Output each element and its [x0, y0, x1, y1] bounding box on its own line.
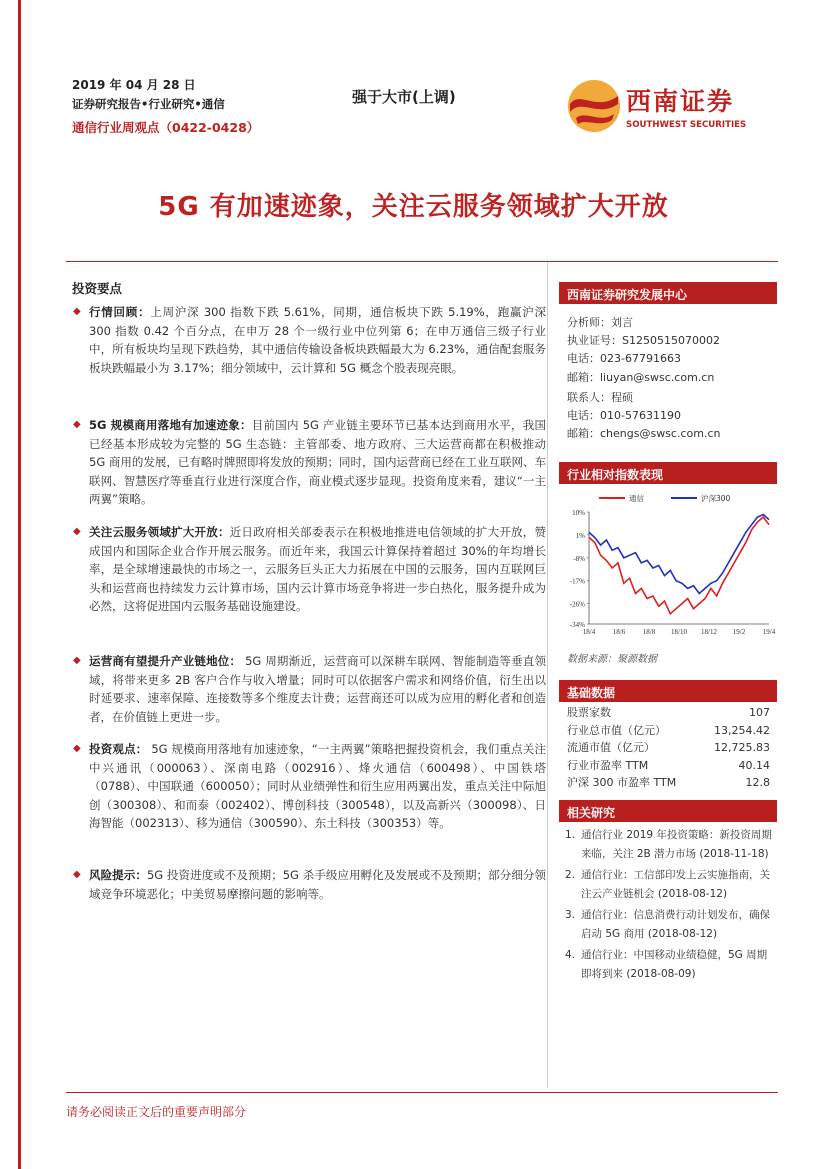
report-date: 2019 年 04 月 28 日: [72, 78, 196, 92]
contact-name: 联系人：程硕: [567, 391, 633, 404]
item-number: 2.: [565, 869, 576, 881]
bullet-icon: ◆: [73, 743, 81, 754]
logo-english-name: SOUTHWEST SECURITIES: [626, 120, 747, 130]
stat-value: 40.14: [738, 758, 770, 772]
page-title: 5G 有加速迹象，关注云服务领域扩大开放: [158, 192, 669, 222]
footer-divider: [66, 1092, 778, 1093]
chart-source: 数据来源：聚源数据: [567, 654, 657, 665]
weekly-title: 通信行业周观点（0422-0428）: [72, 120, 260, 135]
series-line-1: [589, 515, 769, 594]
bullet-lead: 关注云服务领域扩大开放：: [89, 525, 230, 539]
y-tick-label: -17%: [569, 577, 585, 586]
bullet-icon: ◆: [73, 419, 81, 430]
analyst-email: 邮箱：liuyan@swsc.com.cn: [567, 370, 715, 384]
y-tick-label: -26%: [569, 600, 585, 609]
related-link[interactable]: 通信行业：工信部印发上云实施指南，关注云产业链机会 (2018-08-12): [581, 869, 770, 900]
rating: 强于大市(上调): [352, 88, 456, 106]
y-tick-label: 10%: [572, 509, 585, 517]
related-link[interactable]: 通信行业 2019 年投资策略：新投资周期来临，关注 2B 潜力市场 (2018-11-18): [581, 829, 772, 860]
y-tick-label: -34%: [569, 621, 585, 629]
related-link[interactable]: 通信行业：中国移动业绩稳健，5G 周期即将到来 (2018-08-09): [581, 949, 768, 980]
list-item[interactable]: [565, 946, 775, 983]
table-row: [567, 757, 770, 775]
bullet-5g-commercial: [73, 416, 546, 509]
x-tick-label: 19/4: [762, 628, 776, 636]
x-tick-label: 18/4: [582, 628, 596, 636]
stat-value: 12,725.83: [714, 741, 770, 754]
contact-email: 邮箱：chengs@swsc.com.cn: [567, 427, 721, 441]
bullet-market-review: [73, 303, 546, 377]
list-item[interactable]: [565, 906, 775, 943]
report-type: 证券研究报告•行业研究•通信: [72, 97, 225, 111]
related-research-list: [565, 826, 775, 986]
bullet-icon: ◆: [73, 655, 81, 666]
contact-phone: 电话：010-57631190: [567, 409, 681, 423]
bullet-text: 5G 规模商用落地有加速迹象，“一主两翼”策略把握投资机会，我们重点关注中兴通讯（000063）、深南电路（002916）、烽火通信（600498）、中国铁塔（0788）、中国联通（600050）；同时从业绩弹性和衍生应用两翼出发，重点关注中际旭创（300308）、和而泰（002402）、博创科技（300548），以及高新兴（300098）、日海智能（002313）、移为通信（300590）、东土科技（300353）等。: [89, 742, 546, 831]
legend-label-1: 沪深300: [701, 494, 731, 503]
logo-chinese-name: 西南证券: [626, 87, 735, 116]
bullet-text: 目前国内 5G 产业链主要环节已基本达到商用水平，我国已经基本形成较为完整的 5G 生态链：主管部委、地方政府、三大运营商都在积极推动 5G 商用的发展，已有略时牌照即将发放的预期；同时，国内运营商已经在工业互联网、车联网、智慧医疗等垂直行业进行深度合作，商业模式逐步显现。投资角度来看，建议“一主两翼”策略。: [89, 418, 546, 507]
y-tick-label: -8%: [573, 554, 585, 563]
bullet-text: 5G 周期渐近，运营商可以深耕车联网、智能制造等垂直领域，将带来更多 2B 客户合作与收入增量；同时可以依据客户需求和网络价值，衍生出以时延要求、速率保障、连接数等多个维度去计费；运营商还可以成为应用的孵化者和创造者，在价值链上更进一步。: [89, 654, 547, 724]
stat-value: 12.8: [745, 776, 770, 789]
research-center-header: 西南证券研究发展中心: [559, 282, 777, 304]
chart-section-header: 行业相对指数表现: [559, 462, 777, 484]
stat-label: 流通市值（亿元）: [567, 741, 655, 754]
table-row: [567, 704, 770, 722]
list-item[interactable]: [565, 866, 775, 903]
title-divider: [66, 261, 778, 262]
bullet-lead: 风险提示：: [89, 868, 147, 882]
column-divider: [547, 262, 548, 1088]
stat-label: 行业市盈率 TTM: [567, 758, 649, 772]
bullet-lead: 投资观点：: [89, 742, 148, 756]
analyst-cert: 执业证号：S1250515070002: [567, 334, 720, 348]
item-number: 1.: [565, 829, 576, 841]
x-tick-label: 19/2: [732, 628, 746, 636]
bullet-lead: 行情回顾：: [89, 305, 151, 319]
section-heading: 投资要点: [72, 281, 123, 296]
x-tick-label: 18/8: [642, 628, 656, 636]
table-row: [567, 722, 770, 740]
bullet-icon: ◆: [73, 306, 81, 317]
x-tick-label: 18/12: [701, 628, 717, 636]
contact-info: [567, 389, 720, 444]
stat-label: 股票家数: [567, 706, 611, 719]
x-tick-label: 18/10: [671, 628, 687, 636]
bullet-lead: 5G 规模商用落地有加速迹象：: [89, 418, 252, 432]
footer-disclaimer: 请务必阅读正文后的重要声明部分: [66, 1105, 247, 1119]
bullet-operators: [73, 652, 546, 726]
item-number: 3.: [565, 909, 576, 921]
item-number: 4.: [565, 949, 576, 961]
logo-emblem-icon: [566, 78, 622, 134]
series-line-0: [589, 517, 769, 614]
bullet-investment-view: [73, 740, 546, 833]
basic-data-table: [567, 704, 770, 792]
legend-label-0: 通信: [629, 494, 644, 503]
table-row: [567, 739, 770, 757]
bullet-cloud-service: [73, 523, 546, 616]
stat-value: 13,254.42: [714, 723, 770, 737]
index-performance-chart: [559, 486, 777, 638]
bullet-risk: [73, 866, 546, 903]
table-row: [567, 774, 770, 792]
bullet-icon: ◆: [73, 869, 81, 880]
analyst-name: 分析师：刘言: [567, 316, 633, 329]
stat-label: 沪深 300 市盈率 TTM: [567, 776, 677, 789]
y-tick-label: 1%: [575, 531, 585, 540]
bullet-text: 5G 投资进度或不及预期；5G 杀手级应用孵化及发展或不及预期；部分细分领域竞争环境恶化；中美贸易摩擦问题的影响等。: [89, 868, 547, 901]
list-item[interactable]: [565, 826, 775, 863]
left-margin-rule: [18, 0, 21, 1169]
chart-svg: [559, 486, 777, 638]
bullet-lead: 运营商有望提升产业链地位：: [89, 654, 242, 668]
basic-data-header: 基础数据: [559, 680, 777, 702]
stat-value: 107: [749, 706, 770, 719]
bullet-icon: ◆: [73, 526, 81, 537]
x-tick-label: 18/6: [612, 628, 626, 636]
related-link[interactable]: 通信行业：信息消费行动计划发布，确保启动 5G 商用 (2018-08-12): [581, 909, 770, 940]
related-research-header: 相关研究: [559, 800, 777, 822]
analyst-info: [567, 314, 720, 387]
bullet-text: 上周沪深 300 指数下跌 5.61%，同期，通信板块下跌 5.19%，跑赢沪深 300 指数 0.42 个百分点，在申万 28 个一级行业中位列第 6；在申万通信三级子行业中，所有板块均呈现下跌趋势，其中通信传输设备板块跌幅最大为 6.23%，通信配套服务板块跌幅最小为 3.17%；细分领域中，云计算和 5G 概念个股表现亮眼。: [89, 305, 546, 375]
stat-label: 行业总市值（亿元）: [567, 723, 666, 737]
company-logo: [566, 76, 766, 136]
analyst-phone: 电话：023-67791663: [567, 352, 681, 366]
bullet-text: 近日政府相关部委表示在积极地推进电信领域的扩大开放，赞成国内和国际企业合作开展云服务。而近年来，我国云计算保持着超过 30%的年均增长率，是全球增速最快的市场之一，云服务巨头正大力拓展在中国的云服务，国内互联网巨头和运营商也持续发力云计算市场，国内云计算市场竞争将进一步白热化，服务提升成为必然，这将促进国内云服务基础设施建设。: [89, 525, 547, 614]
